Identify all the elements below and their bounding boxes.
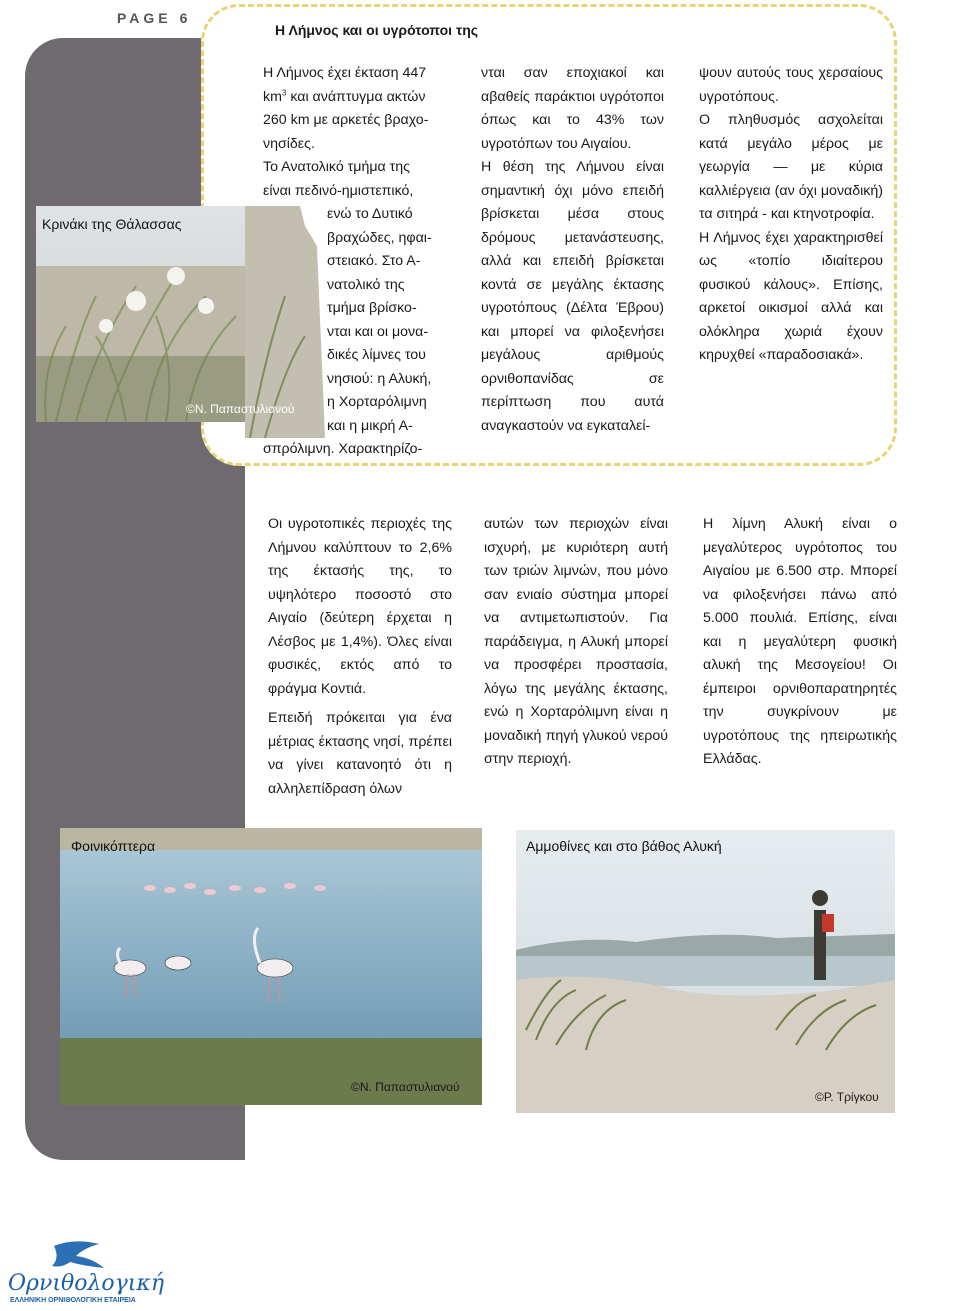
- intro-column-1: Η Λήμνος έχει έκταση 447 $km^3$ και ανάπτυγμα ακτών 260 km με αρκετές βραχο- νησίδες. Το Ανατολικό τμήμα της είναι πεδινό-ημιστεπικό,: [263, 65, 429, 199]
- intro-column-2: νται σαν εποχιακοί και αβαθείς παράκτιοι υγρότοποι όπως και το 43% των υγροτόπων του Αιγαίου. Η θέση της Λήμνου είναι σημαντική όχι μόνο επειδή βρίσκεται μέσα στους δρόμους μετανάστευσης, αλλά και επειδή βρίσκεται κοντά σε μεγάλης έκτασης υγροτόπους (Δέλτα Έβρου) και μπορεί να φιλοξενήσει μεγάλους αριθμούς ορνιθοπανίδας σε περίπτωση που αυτά αναγκαστούν να εγκαταλεί-: [481, 65, 664, 434]
- intro-column-1-tail: σπρόλιμνη. Χαρακτηρίζο-: [263, 441, 423, 457]
- sea-lily-photo: [36, 206, 245, 422]
- logo-subtitle: ΕΛΛΗΝΙΚΗ ΟΡΝΙΘΟΛΟΓΙΚΗ ΕΤΑΙΡΕΙΑ: [10, 1297, 136, 1304]
- body-column-1: Οι υγροτοπικές περιοχές της Λήμνου καλύπτουν το 2,6% της έκτασής της, το υψηλότερο ποσοστό στο Αιγαίο (δεύτερη έρχεται η Λέσβος με 1,4%). Όλες είναι φυσικές, εκτός από το φράγμα Κοντιά. Επειδή πρόκειται για ένα μέτριας έκτασης νησί, πρέπει να γίνει κατανοητό ότι η αλληλεπίδραση όλων: [268, 516, 452, 797]
- flamingos-photo: [60, 828, 482, 1105]
- body-column-2: αυτών των περιοχών είναι ισχυρή, με κυριότερη αυτή των τριών λιμνών, που μόνο σαν ενιαίο σύστημα μπορεί να αντιμετωπιστούν. Για παράδειγμα, η Αλυκή μπορεί να προσφέρει προστασία, λόγω της μεγάλης έκτασης, ενώ η Χορταρόλιμνη είναι η μοναδική πηγή γλυκού νερού στην περιοχή.: [484, 516, 668, 767]
- flamingos-caption: Φοινικόπτερα: [71, 838, 156, 854]
- intro-column-3: ψουν αυτούς τους χερσαίους υγροτόπους. Ο πληθυσμός ασχολείται κατά μεγάλο μέρος με γεωργία — με κύρια καλλιέργεια (αν όχι μοναδική) τα σιτηρά - και κτηνοτροφία. Η Λήμνος έχει χαρακτηρισθεί ως «τοπίο ιδιαίτερου φυσικού κάλους». Επίσης, αρκετοί οικισμοί αλλά και ολόκληρα χωριά έχουν κηρυχθεί «παραδοσιακά».: [699, 65, 883, 363]
- body-column-3: Η λίμνη Αλυκή είναι ο μεγαλύτερος υγρότοπος του Αιγαίου με 6.500 στρ. Μπορεί να φιλοξενήσει πάνω από 5.000 πουλιά. Επίσης, είναι και η μεγαλύτερη φυσική αλυκή της Μεσογείου! Οι έμπειροι ορνιθοπαρατηρητές την συγκρίνουν με υγροτόπους της ηπειρωτικής Ελλάδας.: [703, 516, 897, 767]
- article-title: Η Λήμνος και οι υγρότοποι της: [275, 22, 479, 38]
- dunes-photo: [516, 830, 895, 1113]
- dunes-caption: Αμμοθίνες και στο βάθος Αλυκή: [526, 838, 722, 854]
- page-label: PAGE 6: [117, 10, 188, 26]
- sea-lily-credit: ©Ν. Παπαστυλιανού: [186, 402, 295, 416]
- dunes-credit: ©Ρ. Τρίγκου: [815, 1090, 879, 1104]
- logo-wordmark: Ορνιθολογική: [8, 1271, 165, 1296]
- swallow-icon: [52, 1241, 104, 1268]
- sea-lily-caption: Κρινάκι της Θάλασσας: [42, 216, 182, 232]
- intro-column-1-wrap: ενώ το Δυτικό βραχώδες, ηφαι- στειακό. Στο Α- νατολικό της τμήμα βρίσκο- νται και οι μονα- δικές λίμνες του νησιού: η Αλυκή, η Χορταρόλιμνη και η μικρή Α-: [327, 206, 432, 434]
- ornithologiki-logo: [4, 1238, 165, 1308]
- flamingos-credit: ©Ν. Παπαστυλιανού: [351, 1080, 460, 1094]
